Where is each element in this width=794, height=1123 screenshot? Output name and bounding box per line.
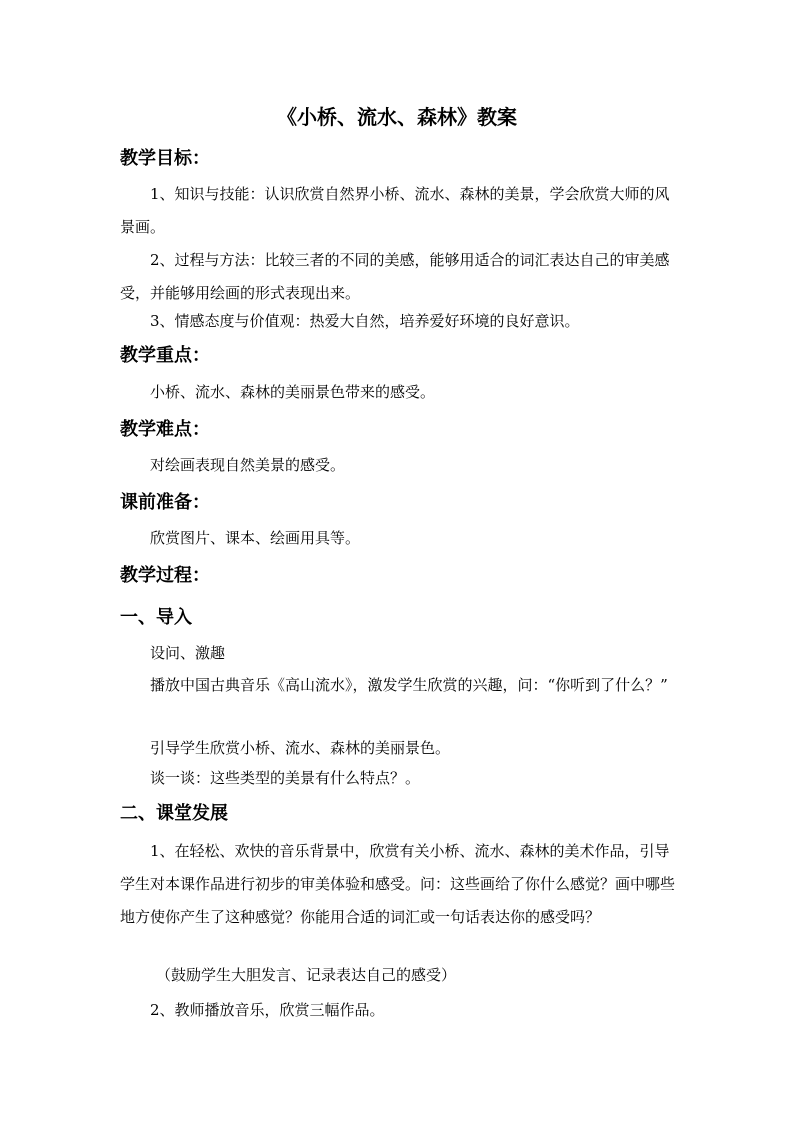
section-1-item-4: 谈一谈：这些类型的美景有什么特点？。 (150, 769, 421, 787)
section-1-item-1: 设问、激趣 (150, 644, 226, 662)
process-heading: 教学过程： (120, 565, 210, 586)
section-2-item-1: 1、在轻松、欢快的音乐背景中，欣赏有关小桥、流水、森林的美术作品，引导学生对本课作品进行初步的审美体验和感受。问：这些画给了你什么感觉？画中哪些地方使你产生了这种感觉？你能用合适的词汇或一句话表达你的感受吗？ (120, 842, 676, 926)
section-1-heading: 一、导入 (120, 607, 192, 628)
difficulties-heading: 教学难点： (120, 419, 210, 440)
objective-item-3: 3、情感态度与价值观：热爱大自然，培养爱好环境的良好意识。 (150, 312, 580, 330)
difficulties-text: 对绘画表现自然美景的感受。 (150, 456, 346, 474)
document-title: 《小桥、流水、森林》教案 (277, 105, 517, 129)
key-points-heading: 教学重点： (120, 345, 210, 366)
preparation-text: 欣赏图片、课本、绘画用具等。 (150, 529, 361, 547)
objectives-heading: 教学目标： (120, 148, 210, 169)
objective-item-2: 2、过程与方法：比较三者的不同的美感，能够用适合的词汇表达自己的审美感受，并能够用绘画的形式表现出来。 (120, 251, 670, 302)
section-1-item-3: 引导学生欣赏小桥、流水、森林的美丽景色。 (150, 739, 451, 757)
section-2-item-2: 2、教师播放音乐，欣赏三幅作品。 (150, 1001, 385, 1019)
key-points-text: 小桥、流水、森林的美丽景色带来的感受。 (150, 383, 436, 401)
preparation-heading: 课前准备： (120, 492, 210, 513)
section-2-note: （鼓励学生大胆发言、记录表达自己的感受） (156, 966, 457, 984)
objective-item-1: 1、知识与技能：认识欣赏自然界小桥、流水、森林的美景，学会欣赏大师的风景画。 (120, 185, 670, 236)
section-2-heading: 二、课堂发展 (120, 803, 228, 824)
section-1-item-2: 播放中国古典音乐《高山流水》，激发学生欣赏的兴趣，问：“你听到了什么？” (150, 676, 668, 694)
